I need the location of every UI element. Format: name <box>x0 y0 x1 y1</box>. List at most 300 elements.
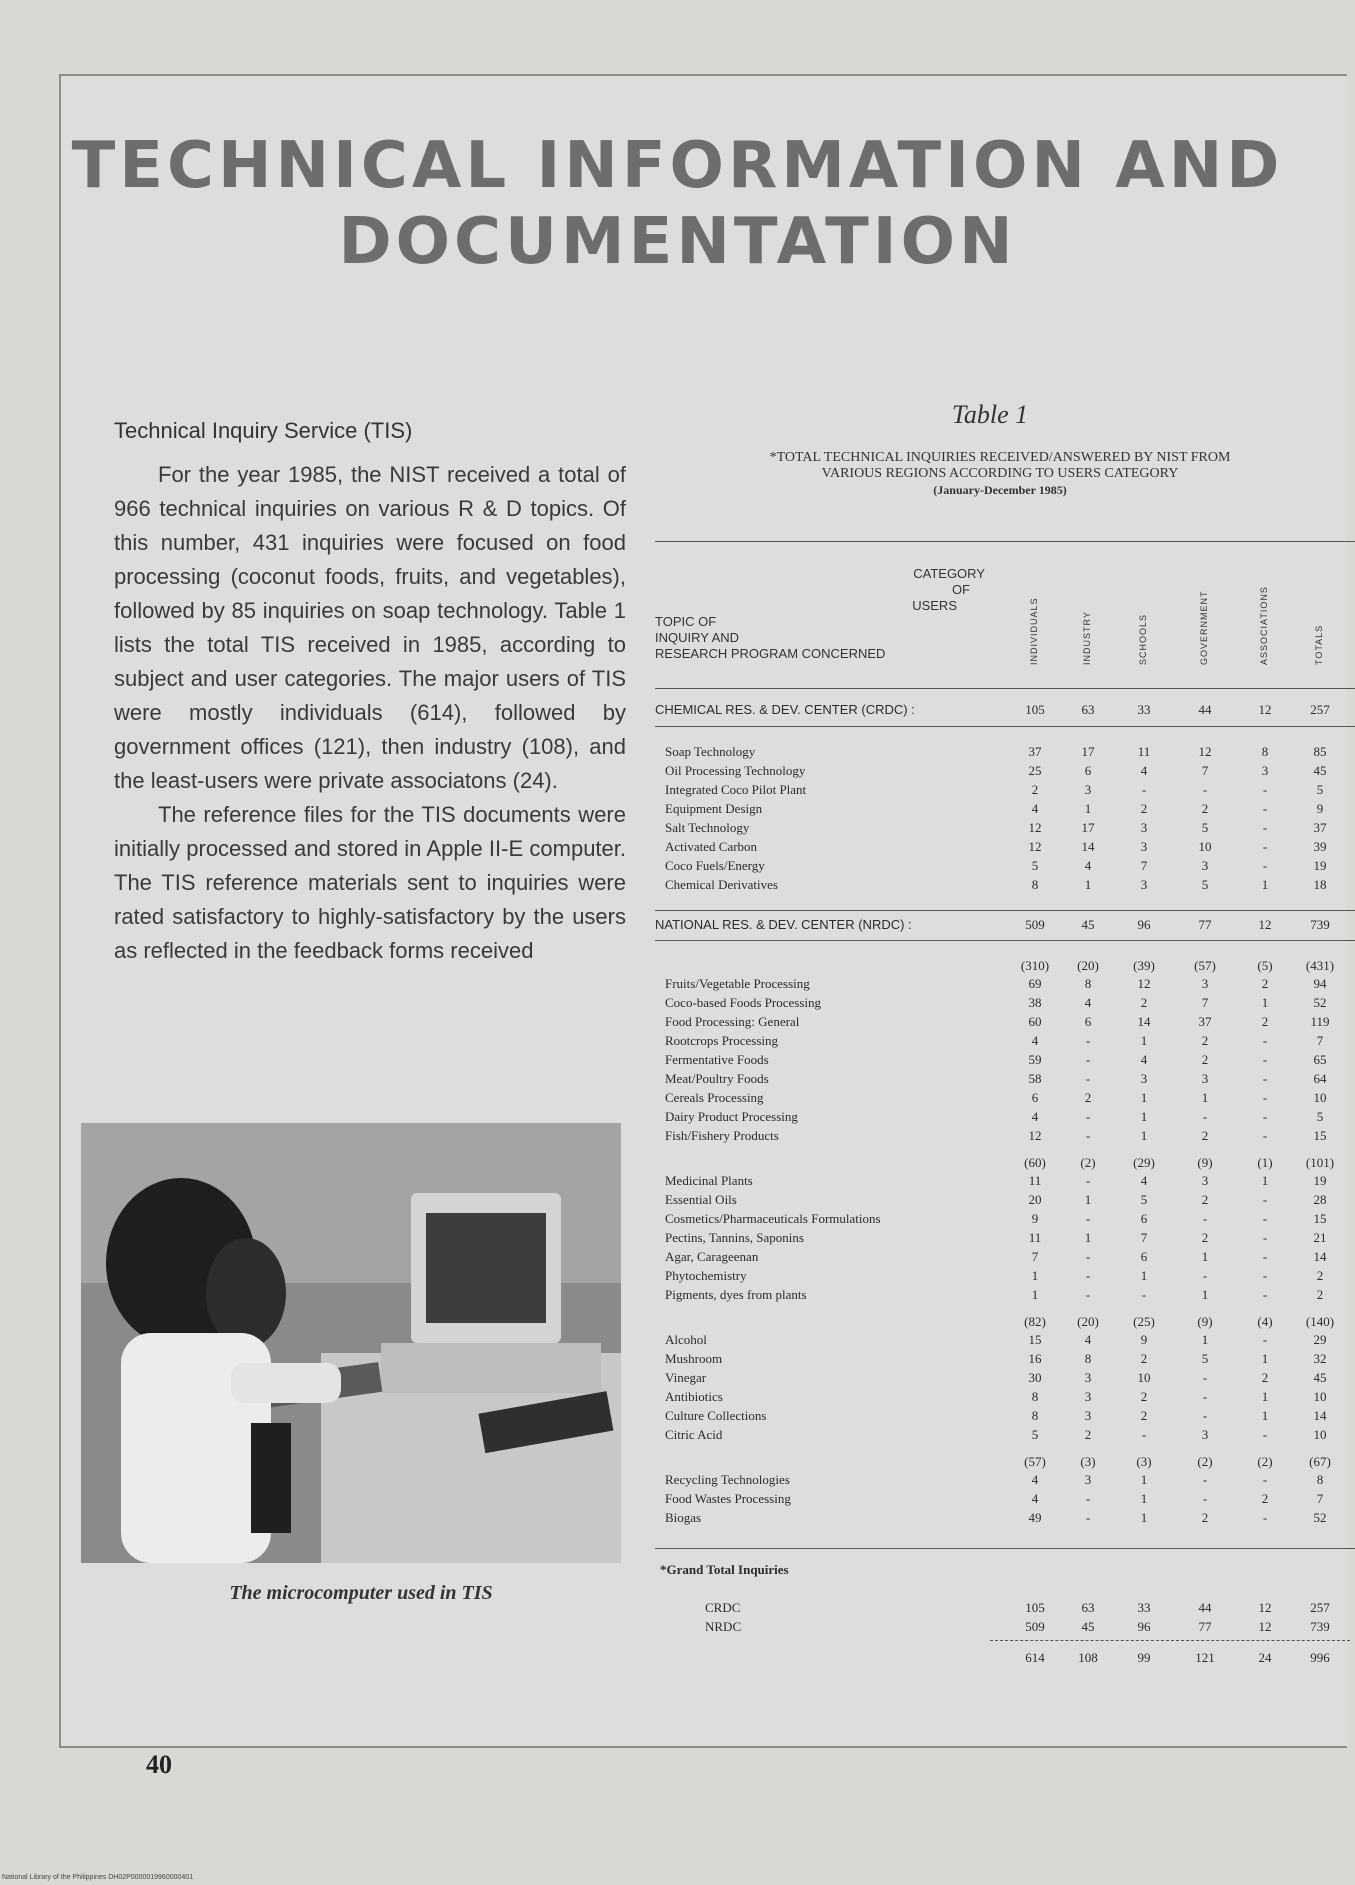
table-row <box>665 1211 1355 1227</box>
table-cell: 8 <box>1031 1408 1039 1423</box>
row-label: Oil Processing Technology <box>665 763 806 778</box>
row-label: Recycling Technologies <box>665 1472 790 1487</box>
table-cell: (2) <box>1257 1454 1273 1469</box>
table-cell: 1 <box>1140 1472 1148 1487</box>
table-cell: 5 <box>1316 782 1324 797</box>
table-cell: 739 <box>1310 1619 1330 1634</box>
table-cell: 4 <box>1084 858 1092 873</box>
table-cell: 4 <box>1140 763 1148 778</box>
table-cell: 18 <box>1313 877 1327 892</box>
table-cell: 19 <box>1313 1173 1327 1188</box>
table-rule <box>655 1548 1355 1549</box>
table-cell: 3 <box>1201 976 1209 991</box>
table-cell: (57) <box>1024 1454 1046 1469</box>
table-cell: 2 <box>1201 1128 1209 1143</box>
table-row <box>665 976 1355 992</box>
table-cell: 12 <box>1258 702 1272 717</box>
table-cell: 4 <box>1140 1052 1148 1067</box>
table-cell: 59 <box>1028 1052 1042 1067</box>
table-cell: 52 <box>1313 1510 1327 1525</box>
table-cell: - <box>1085 1109 1091 1124</box>
table-cell: 12 <box>1198 744 1212 759</box>
table-cell: 2 <box>1084 1427 1092 1442</box>
table-cell: 1 <box>1140 1128 1148 1143</box>
table-cell: 2 <box>1261 1491 1269 1506</box>
table-cell: 12 <box>1028 839 1042 854</box>
table-cell: 4 <box>1031 801 1039 816</box>
table-cell: 14 <box>1081 839 1095 854</box>
table-row <box>665 877 1355 893</box>
table-cell: - <box>1262 820 1268 835</box>
table-row <box>665 1128 1355 1144</box>
table-row <box>665 1052 1355 1068</box>
row-label: Dairy Product Processing <box>665 1109 798 1124</box>
table-cell: - <box>1085 1510 1091 1525</box>
table-cell: 5 <box>1316 1109 1324 1124</box>
table-cell: - <box>1262 1033 1268 1048</box>
page-title: TECHNICAL INFORMATION AND DOCUMENTATION <box>71 129 1284 279</box>
table-cell: 8 <box>1084 1351 1092 1366</box>
table-cell: 60 <box>1028 1014 1042 1029</box>
table-cell: 2 <box>1201 1052 1209 1067</box>
table-cell: - <box>1202 1109 1208 1124</box>
table-cell: 7 <box>1201 763 1209 778</box>
table-row <box>665 1408 1355 1424</box>
table-cell: 49 <box>1028 1510 1042 1525</box>
table-rule <box>655 541 1355 542</box>
table-cell: 64 <box>1313 1071 1327 1086</box>
table-cell: - <box>1262 1287 1268 1302</box>
row-label: Cosmetics/Pharmaceuticals Formulations <box>665 1211 881 1226</box>
column-header: INDIVIDUALS <box>1029 597 1039 665</box>
table-rule <box>655 688 1355 689</box>
table-cell: 5 <box>1201 877 1209 892</box>
table-cell: 1 <box>1201 1249 1209 1264</box>
table-subtitle: *TOTAL TECHNICAL INQUIRIES RECEIVED/ANSWERED BY NIST FROM VARIOUS REGIONS ACCORDING TO USERS CATEGORY (January-December 1985) <box>769 450 1231 497</box>
table-cell: - <box>1202 1408 1208 1423</box>
table-row <box>665 1230 1355 1246</box>
row-label: Medicinal Plants <box>665 1173 753 1188</box>
table-cell: 10 <box>1313 1389 1327 1404</box>
table-cell: 996 <box>1310 1650 1330 1665</box>
table-cell: 65 <box>1313 1052 1327 1067</box>
table-cell: 1 <box>1140 1510 1148 1525</box>
table-cell: 3 <box>1261 763 1269 778</box>
table-row <box>665 1014 1355 1030</box>
table-cell: 52 <box>1313 995 1327 1010</box>
table-cell: - <box>1262 1128 1268 1143</box>
table-header-label: CATEGORY OF USERS TOPIC OF INQUIRY AND RESEARCH PROGRAM CONCERNED <box>655 566 985 661</box>
table-cell: - <box>1202 1389 1208 1404</box>
table-row <box>665 1173 1355 1189</box>
table-cell: (9) <box>1197 1314 1213 1329</box>
table-cell: 28 <box>1313 1192 1327 1207</box>
table-cell: - <box>1085 1491 1091 1506</box>
table-cell: 1 <box>1140 1090 1148 1105</box>
table-cell: 1 <box>1140 1033 1148 1048</box>
table-cell: - <box>1141 782 1147 797</box>
table-cell: (3) <box>1136 1454 1152 1469</box>
table-cell: 2 <box>1201 1510 1209 1525</box>
row-label: Coco Fuels/Energy <box>665 858 765 873</box>
table-cell: 39 <box>1313 839 1327 854</box>
table-cell: 12 <box>1028 1128 1042 1143</box>
table-cell: - <box>1085 1249 1091 1264</box>
table-cell: 5 <box>1031 858 1039 873</box>
table-cell: 2 <box>1201 1192 1209 1207</box>
row-label: Phytochemistry <box>665 1268 747 1283</box>
table-cell: 1 <box>1031 1287 1039 1302</box>
table-row <box>665 1268 1355 1284</box>
table-cell: 12 <box>1258 917 1272 932</box>
table-row <box>665 820 1355 836</box>
microcomputer-photo <box>81 1123 621 1563</box>
row-label: Food Wastes Processing <box>665 1491 791 1506</box>
table-cell: - <box>1262 1249 1268 1264</box>
table-cell: - <box>1262 782 1268 797</box>
footer-text: National Library of the Philippines DH02P0000019960000401 <box>2 1874 194 1881</box>
table-cell: 2 <box>1140 995 1148 1010</box>
table-row <box>665 1192 1355 1208</box>
table-cell: - <box>1141 1287 1147 1302</box>
table-cell: - <box>1202 1268 1208 1283</box>
table-cell: 63 <box>1081 1600 1095 1615</box>
table-cell: 17 <box>1081 744 1095 759</box>
table-cell: 6 <box>1084 763 1092 778</box>
table-cell: 77 <box>1198 1619 1212 1634</box>
table-cell: - <box>1262 1211 1268 1226</box>
table-cell: 108 <box>1078 1650 1098 1665</box>
table-cell: 58 <box>1028 1071 1042 1086</box>
row-label: Soap Technology <box>665 744 756 759</box>
table-cell: 63 <box>1081 702 1095 717</box>
row-label: Fermentative Foods <box>665 1052 769 1067</box>
table-cell: - <box>1085 1173 1091 1188</box>
grand-total-row <box>665 1619 1355 1635</box>
table-cell: - <box>1085 1071 1091 1086</box>
row-label: Coco-based Foods Processing <box>665 995 821 1010</box>
table-cell: 99 <box>1137 1650 1151 1665</box>
table-row <box>665 1370 1355 1386</box>
table-cell: - <box>1262 1090 1268 1105</box>
table-cell: 2 <box>1201 1033 1209 1048</box>
column-header: SCHOOLS <box>1138 613 1148 665</box>
table-cell: 6 <box>1031 1090 1039 1105</box>
table-cell: - <box>1262 1472 1268 1487</box>
table-cell: 33 <box>1137 702 1151 717</box>
table-cell: 739 <box>1310 917 1330 932</box>
row-label: Chemical Derivatives <box>665 877 778 892</box>
table-cell: (431) <box>1305 958 1335 973</box>
table-cell: - <box>1085 1287 1091 1302</box>
row-label: NATIONAL RES. & DEV. CENTER (NRDC) : <box>655 917 912 932</box>
row-label: NRDC <box>705 1619 742 1634</box>
photo-caption: The microcomputer used in TIS <box>229 1582 493 1604</box>
table-cell: (9) <box>1197 1155 1213 1170</box>
table-cell: 11 <box>1137 744 1151 759</box>
row-label: Biogas <box>665 1510 702 1525</box>
table-cell: 5 <box>1140 1192 1148 1207</box>
table-cell: 257 <box>1310 1600 1330 1615</box>
row-label: Rootcrops Processing <box>665 1033 779 1048</box>
table-cell: 3 <box>1140 877 1148 892</box>
table-cell: - <box>1262 1268 1268 1283</box>
table-title: Table 1 <box>951 400 1029 429</box>
table-cell: - <box>1262 1510 1268 1525</box>
table-row <box>665 1389 1355 1405</box>
table-cell: 3 <box>1084 1370 1092 1385</box>
table-row <box>665 1491 1355 1507</box>
table-cell: (29) <box>1133 1155 1155 1170</box>
row-label: Citric Acid <box>665 1427 723 1442</box>
table-row <box>665 1332 1355 1348</box>
table-cell: 8 <box>1031 877 1039 892</box>
table-cell: 45 <box>1313 1370 1327 1385</box>
row-label: CRDC <box>705 1600 741 1615</box>
table-cell: 4 <box>1084 995 1092 1010</box>
table-row <box>665 1351 1355 1367</box>
table-cell: 3 <box>1201 1427 1209 1442</box>
table-cell: 1 <box>1261 995 1269 1010</box>
table-cell: 37 <box>1313 820 1327 835</box>
table-cell: 15 <box>1313 1211 1327 1226</box>
table-cell: 16 <box>1028 1351 1042 1366</box>
table-cell: 1 <box>1261 1389 1269 1404</box>
table-cell: - <box>1262 1230 1268 1245</box>
table-rule <box>990 1640 1350 1641</box>
table-cell: 77 <box>1198 917 1212 932</box>
table-cell: 38 <box>1028 995 1042 1010</box>
row-label: Mushroom <box>665 1351 723 1366</box>
table-cell: 2 <box>1201 1230 1209 1245</box>
row-label: Vinegar <box>665 1370 707 1385</box>
table-cell: 25 <box>1028 763 1042 778</box>
grand-total-label: *Grand Total Inquiries <box>660 1562 789 1577</box>
table-cell: 1 <box>1261 877 1269 892</box>
body-text <box>114 458 626 968</box>
table-cell: 4 <box>1031 1491 1039 1506</box>
table-cell: - <box>1262 1052 1268 1067</box>
table-cell: 1 <box>1084 1192 1092 1207</box>
table-cell: 3 <box>1201 1071 1209 1086</box>
table-cell: (57) <box>1194 958 1216 973</box>
column-header: ASSOCIATIONS <box>1259 586 1269 665</box>
table-cell: 7 <box>1140 858 1148 873</box>
page-number: 40 <box>146 1750 172 1779</box>
table-cell: - <box>1262 1109 1268 1124</box>
table-cell: 2 <box>1084 1090 1092 1105</box>
table-cell: - <box>1085 1052 1091 1067</box>
row-label: Culture Collections <box>665 1408 767 1423</box>
table-cell: 119 <box>1310 1014 1330 1029</box>
table-cell: 45 <box>1313 763 1327 778</box>
table-cell: - <box>1262 1071 1268 1086</box>
table-cell: - <box>1262 858 1268 873</box>
grand-total-sum-row <box>665 1650 1355 1666</box>
table-cell: 7 <box>1316 1033 1324 1048</box>
table-cell: (3) <box>1080 1454 1096 1469</box>
table-cell: 2 <box>1261 1370 1269 1385</box>
table-cell: 10 <box>1313 1427 1327 1442</box>
table-cell: 3 <box>1084 1408 1092 1423</box>
table-cell: (140) <box>1305 1314 1335 1329</box>
row-label: Integrated Coco Pilot Plant <box>665 782 807 797</box>
table-cell: 7 <box>1201 995 1209 1010</box>
table-cell: (101) <box>1305 1155 1335 1170</box>
table-row <box>665 782 1355 798</box>
table-cell: 1 <box>1261 1173 1269 1188</box>
table-cell: 24 <box>1258 1650 1272 1665</box>
table-cell: (5) <box>1257 958 1273 973</box>
table-cell: 37 <box>1028 744 1042 759</box>
column-header: INDUSTRY <box>1082 611 1092 665</box>
table-cell: 4 <box>1031 1109 1039 1124</box>
table-cell: 3 <box>1140 820 1148 835</box>
table-row <box>665 801 1355 817</box>
table-cell: 45 <box>1081 917 1095 932</box>
table-cell: 30 <box>1028 1370 1042 1385</box>
table-row <box>665 744 1355 760</box>
table-cell: 2 <box>1140 801 1148 816</box>
table-cell: 44 <box>1198 1600 1212 1615</box>
table-cell: 9 <box>1031 1211 1039 1226</box>
crdc-total-row <box>655 702 1355 717</box>
group-subtotal-row <box>665 1155 1355 1171</box>
table-row <box>665 1109 1355 1125</box>
table-cell: 1 <box>1140 1268 1148 1283</box>
table-cell: 1 <box>1201 1332 1209 1347</box>
table-cell: 10 <box>1313 1090 1327 1105</box>
table-cell: 614 <box>1025 1650 1045 1665</box>
table-row <box>665 1071 1355 1087</box>
table-cell: - <box>1085 1268 1091 1283</box>
row-label: Food Processing: General <box>665 1014 800 1029</box>
table-row <box>665 995 1355 1011</box>
table-cell: 19 <box>1313 858 1327 873</box>
table-cell: 3 <box>1084 782 1092 797</box>
row-label: Pigments, dyes from plants <box>665 1287 807 1302</box>
table-cell: 15 <box>1313 1128 1327 1143</box>
table-cell: 4 <box>1084 1332 1092 1347</box>
table-cell: 8 <box>1084 976 1092 991</box>
table-cell: 29 <box>1313 1332 1327 1347</box>
table-cell: - <box>1202 1211 1208 1226</box>
table-cell: 11 <box>1028 1173 1042 1188</box>
row-label: Meat/Poultry Foods <box>665 1071 769 1086</box>
table-cell: 5 <box>1031 1427 1039 1442</box>
table-cell: - <box>1202 1491 1208 1506</box>
table-cell: 33 <box>1137 1600 1151 1615</box>
table-cell: 45 <box>1081 1619 1095 1634</box>
column-header: GOVERNMENT <box>1199 590 1209 665</box>
table-row <box>665 1510 1355 1526</box>
table-cell: 12 <box>1258 1619 1272 1634</box>
table-cell: (20) <box>1077 1314 1099 1329</box>
table-cell: - <box>1262 1192 1268 1207</box>
table-cell: (82) <box>1024 1314 1046 1329</box>
table-cell: 10 <box>1198 839 1212 854</box>
table-cell: 1 <box>1261 1408 1269 1423</box>
row-label: Antibiotics <box>665 1389 723 1404</box>
table-cell: - <box>1262 1427 1268 1442</box>
table-cell: 2 <box>1316 1268 1324 1283</box>
table-cell: 1 <box>1140 1491 1148 1506</box>
row-label: Cereals Processing <box>665 1090 764 1105</box>
table-cell: 17 <box>1081 820 1095 835</box>
row-label: Fish/Fishery Products <box>665 1128 779 1143</box>
table-row <box>665 858 1355 874</box>
table-cell: - <box>1141 1427 1147 1442</box>
row-label: Alcohol <box>665 1332 707 1347</box>
table-cell: (2) <box>1197 1454 1213 1469</box>
table-cell: (67) <box>1309 1454 1331 1469</box>
table-cell: - <box>1202 782 1208 797</box>
table-cell: 121 <box>1195 1650 1215 1665</box>
table-cell: 509 <box>1025 1619 1045 1634</box>
table-cell: 8 <box>1031 1389 1039 1404</box>
table-cell: - <box>1262 1332 1268 1347</box>
table-cell: 1 <box>1140 1109 1148 1124</box>
table-rule <box>655 910 1355 911</box>
table-cell: (20) <box>1077 958 1099 973</box>
group-subtotal-row <box>665 958 1355 974</box>
column-header: TOTALS <box>1314 624 1324 665</box>
table-cell: - <box>1085 1128 1091 1143</box>
table-cell: 2 <box>1201 801 1209 816</box>
row-label: Agar, Carageenan <box>665 1249 759 1264</box>
table-cell: 96 <box>1137 917 1151 932</box>
table-row <box>665 839 1355 855</box>
table-cell: 21 <box>1313 1230 1327 1245</box>
row-label: Essential Oils <box>665 1192 737 1207</box>
table-cell: 6 <box>1140 1211 1148 1226</box>
table-cell: 2 <box>1261 976 1269 991</box>
table-cell: 105 <box>1025 1600 1045 1615</box>
table-cell: - <box>1262 801 1268 816</box>
table-cell: 4 <box>1140 1173 1148 1188</box>
table-row <box>665 1427 1355 1443</box>
row-label: CHEMICAL RES. & DEV. CENTER (CRDC) : <box>655 702 915 717</box>
table-cell: 4 <box>1031 1033 1039 1048</box>
table-cell: 3 <box>1201 1173 1209 1188</box>
table-cell: 69 <box>1028 976 1042 991</box>
nrdc-total-row <box>655 917 1355 932</box>
row-label: Activated Carbon <box>665 839 758 854</box>
table-cell: 12 <box>1137 976 1151 991</box>
table-cell: (2) <box>1080 1155 1096 1170</box>
table-cell: 9 <box>1316 801 1324 816</box>
table-cell: 12 <box>1028 820 1042 835</box>
table-cell: 14 <box>1313 1408 1327 1423</box>
table-cell: 96 <box>1137 1619 1151 1634</box>
table-cell: 1 <box>1031 1268 1039 1283</box>
table-cell: 2 <box>1140 1351 1148 1366</box>
table-cell: (310) <box>1020 958 1050 973</box>
table-row <box>665 763 1355 779</box>
table-cell: 6 <box>1140 1249 1148 1264</box>
table-row <box>665 1472 1355 1488</box>
table-cell: 509 <box>1025 917 1045 932</box>
table-cell: 1 <box>1261 1351 1269 1366</box>
grand-total-row <box>665 1600 1355 1616</box>
table-cell: 6 <box>1084 1014 1092 1029</box>
table-rule <box>655 726 1355 727</box>
table-cell: 4 <box>1031 1472 1039 1487</box>
table-cell: 3 <box>1084 1389 1092 1404</box>
table-cell: 10 <box>1137 1370 1151 1385</box>
table-cell: 3 <box>1140 1071 1148 1086</box>
table-cell: 12 <box>1258 1600 1272 1615</box>
